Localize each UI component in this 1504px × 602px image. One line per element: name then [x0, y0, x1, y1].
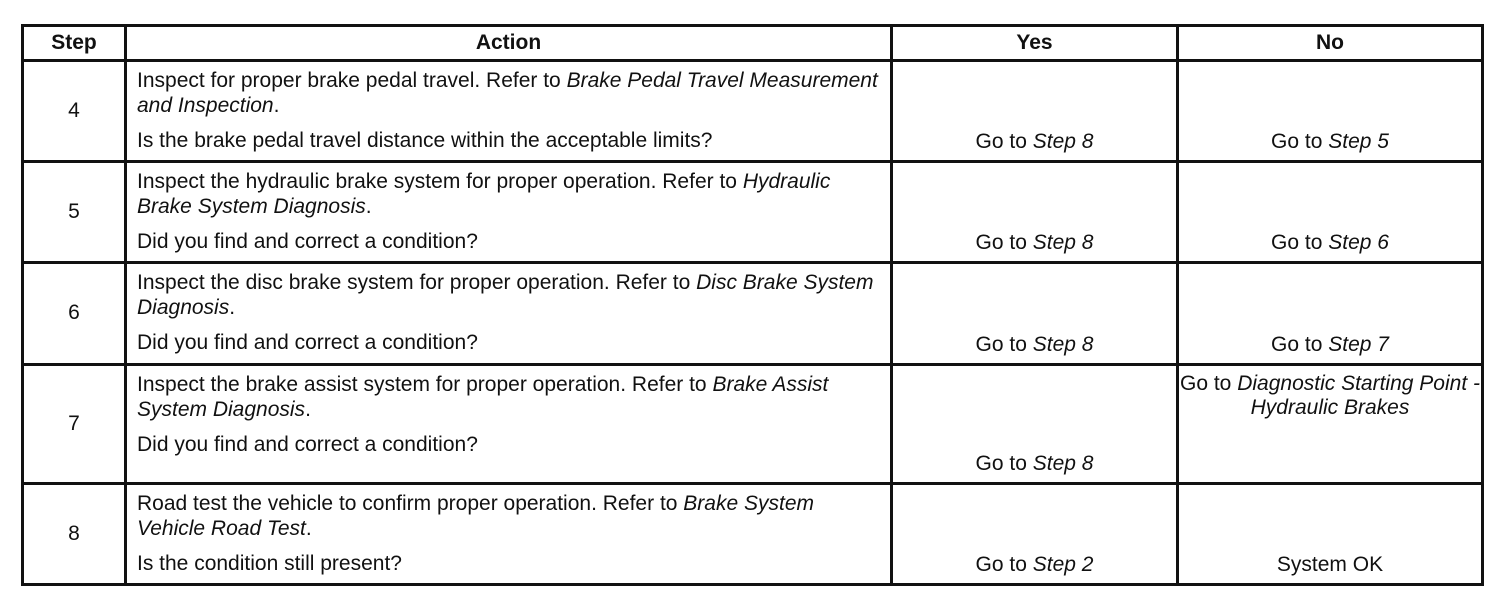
header-yes: Yes — [892, 26, 1178, 61]
no-prefix: Go to — [1271, 129, 1329, 153]
table-row — [23, 61, 1483, 162]
action-reference-link[interactable]: Brake System Vehicle Road Test — [137, 492, 815, 541]
action-cell — [126, 262, 892, 365]
no-step-link[interactable]: Step 6 — [1328, 230, 1389, 254]
no-cell — [1178, 262, 1483, 365]
yes-cell — [892, 161, 1178, 262]
action-text: Inspect the brake assist system for proper operation. Refer to — [137, 373, 713, 397]
no-prefix: Go to — [1180, 372, 1238, 396]
table-row — [23, 365, 1483, 484]
diagnostic-table — [21, 24, 1484, 586]
action-cell — [126, 61, 892, 162]
no-cell — [1178, 61, 1483, 162]
table-row — [23, 484, 1483, 585]
action-text: Road test the vehicle to confirm proper operation. Refer to — [137, 492, 684, 516]
action-cell — [126, 484, 892, 585]
no-cell — [1178, 161, 1483, 262]
yes-cell — [892, 262, 1178, 365]
header-no: No — [1178, 26, 1483, 61]
action-instruction: Inspect for proper brake pedal travel. Refer to Brake Pedal Travel Measurement and Inspection. — [137, 69, 878, 117]
action-instruction: Inspect the brake assist system for proper operation. Refer to Brake Assist System Diagnosis. — [137, 373, 829, 422]
no-step-link[interactable]: Step 7 — [1328, 333, 1389, 357]
action-instruction: Road test the vehicle to confirm proper operation. Refer to Brake System Vehicle Road Test. — [137, 492, 815, 541]
header-row — [23, 26, 1483, 61]
no-prefix: Go to — [1271, 333, 1329, 357]
step-number: 7 — [23, 365, 126, 484]
action-text: Inspect the hydraulic brake system for proper operation. Refer to — [137, 169, 743, 193]
action-cell — [126, 161, 892, 262]
header-step: Step — [23, 26, 126, 61]
yes-prefix: Go to — [975, 452, 1033, 476]
action-instruction: Inspect the disc brake system for proper operation. Refer to Disc Brake System Diagnosis. — [137, 270, 874, 319]
action-question: Is the brake pedal travel distance within the acceptable limits? — [137, 129, 713, 152]
action-question: Did you find and correct a condition? — [137, 433, 478, 457]
action-instruction: Inspect the hydraulic brake system for proper operation. Refer to Hydraulic Brake System Diagnosis. — [137, 169, 831, 218]
no-cell: System OK — [1178, 484, 1483, 585]
action-reference-link[interactable]: Brake Pedal Travel Measurement and Inspection — [137, 69, 878, 117]
yes-cell — [892, 61, 1178, 162]
yes-step-link[interactable]: Step 8 — [1032, 129, 1094, 153]
action-text: Inspect the disc brake system for proper operation. Refer to — [137, 270, 697, 294]
step-number: 4 — [23, 61, 126, 162]
yes-step-link[interactable]: Step 8 — [1032, 452, 1094, 476]
table-row — [23, 262, 1483, 365]
yes-step-link[interactable]: Step 8 — [1032, 333, 1094, 357]
action-text: Inspect for proper brake pedal travel. Refer to — [137, 69, 567, 92]
header-action: Action — [126, 26, 892, 61]
yes-cell — [892, 484, 1178, 585]
step-number: 5 — [23, 161, 126, 262]
step-number: 6 — [23, 262, 126, 365]
action-reference-link[interactable]: Brake Assist System Diagnosis — [137, 373, 829, 422]
no-step-link[interactable]: Step 5 — [1328, 129, 1389, 153]
action-question: Did you find and correct a condition? — [137, 229, 478, 253]
action-reference-link[interactable]: Disc Brake System Diagnosis — [137, 270, 874, 319]
action-question: Did you find and correct a condition? — [137, 330, 478, 354]
action-question: Is the condition still present? — [137, 552, 402, 576]
yes-cell — [892, 365, 1178, 484]
action-reference-link[interactable]: Hydraulic Brake System Diagnosis — [137, 169, 831, 218]
table-row — [23, 161, 1483, 262]
yes-prefix: Go to — [975, 129, 1033, 153]
no-prefix: Go to — [1271, 230, 1329, 254]
no-cell — [1178, 365, 1483, 484]
yes-prefix: Go to — [975, 553, 1033, 576]
yes-prefix: Go to — [975, 333, 1033, 357]
yes-prefix: Go to — [975, 230, 1033, 254]
yes-step-link[interactable]: Step 2 — [1032, 553, 1094, 576]
action-cell — [126, 365, 892, 484]
no-diagnostic-link[interactable]: Diagnostic Starting Point - Hydraulic Brakes — [1237, 372, 1480, 420]
step-number: 8 — [23, 484, 126, 585]
yes-step-link[interactable]: Step 8 — [1032, 230, 1094, 254]
